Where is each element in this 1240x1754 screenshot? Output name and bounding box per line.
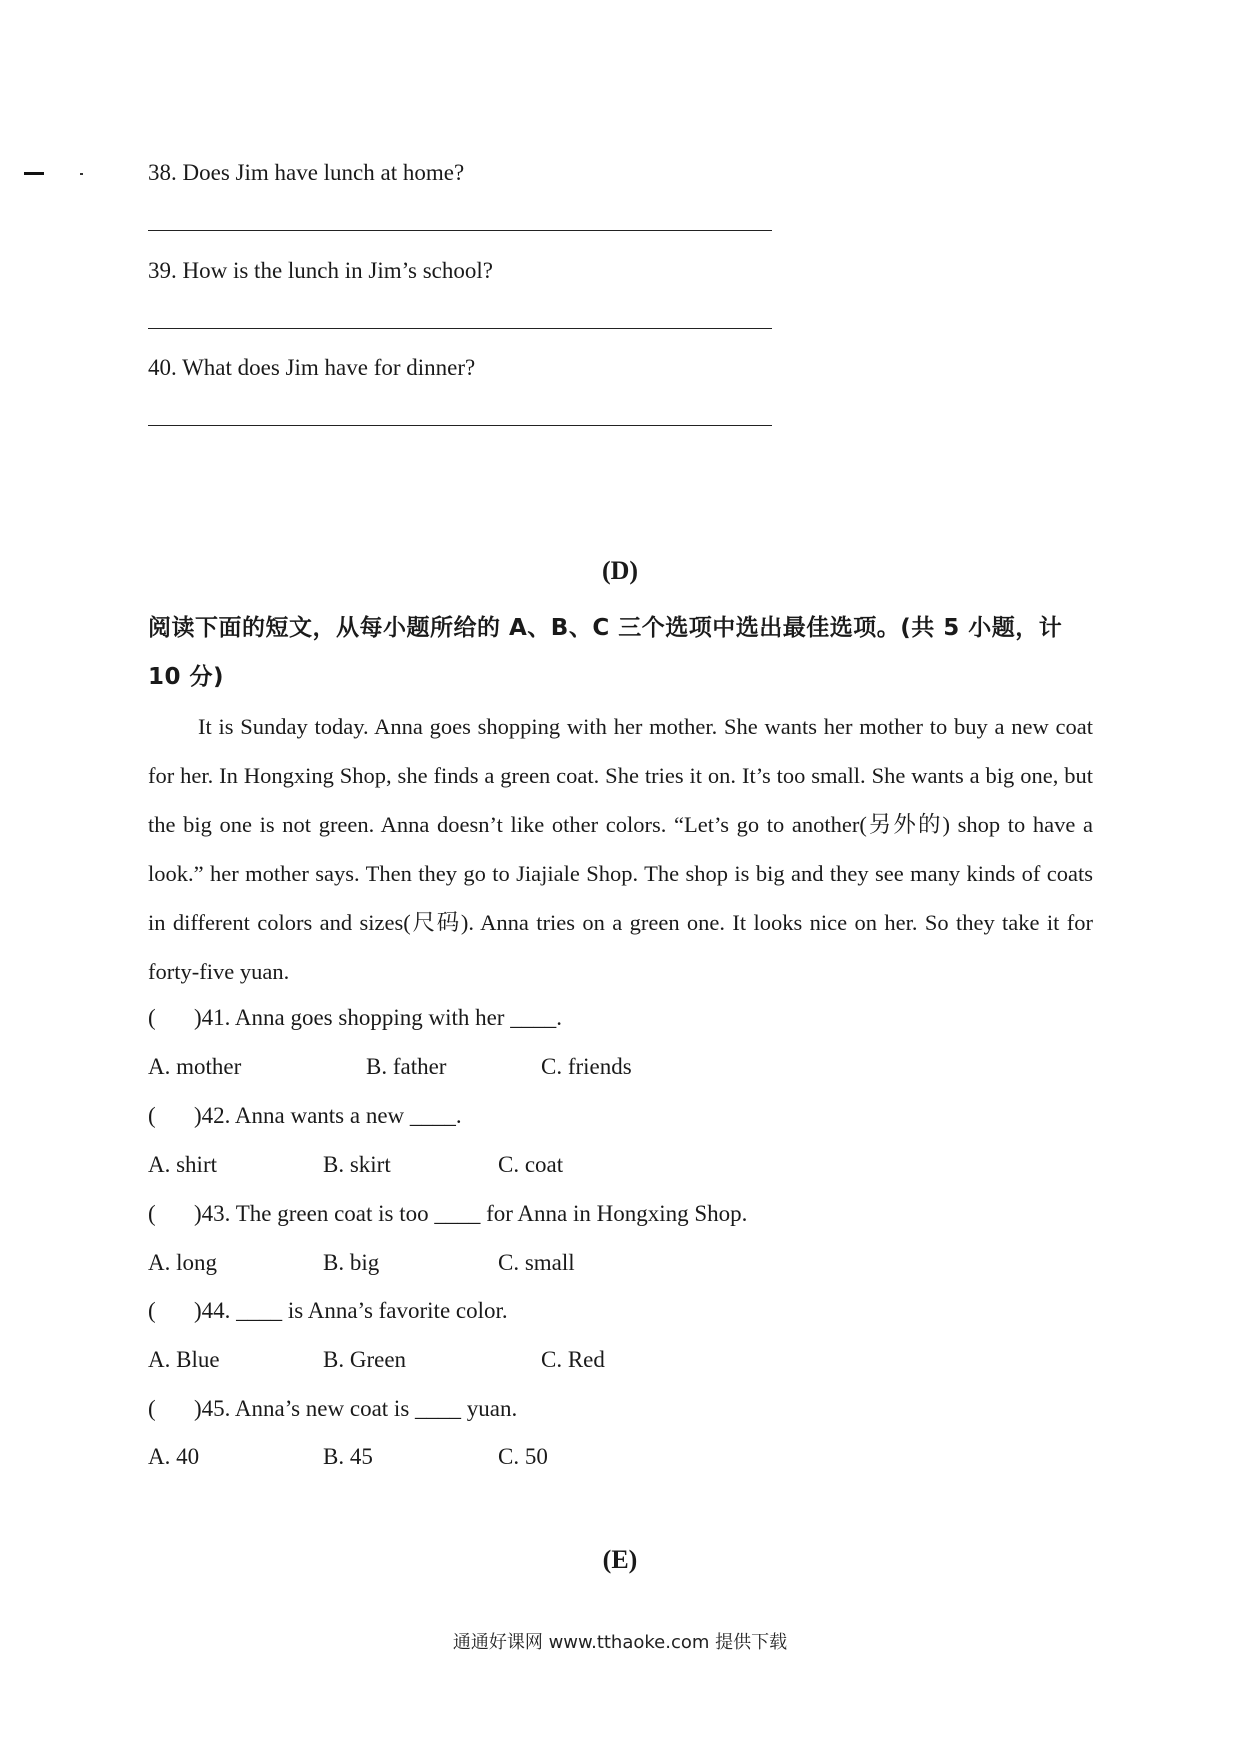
answer-bracket[interactable]: (: [148, 1396, 156, 1421]
option-41-c[interactable]: C. friends: [541, 1054, 632, 1079]
question-42: [148, 1101, 462, 1131]
question-41: [148, 1003, 562, 1033]
question-stem: )41. Anna goes shopping with her ____.: [194, 1005, 562, 1030]
option-43-b[interactable]: B. big: [323, 1250, 380, 1275]
answer-line-38[interactable]: [148, 230, 772, 231]
option-41-b[interactable]: B. father: [366, 1054, 447, 1079]
margin-dot-mark: [80, 173, 83, 175]
section-e-title: (E): [602, 1545, 638, 1574]
question-stem: )45. Anna’s new coat is ____ yuan.: [194, 1396, 518, 1421]
option-43-c[interactable]: C. small: [498, 1250, 575, 1275]
option-45-b[interactable]: B. 45: [323, 1444, 373, 1469]
question-44: [148, 1296, 508, 1326]
question-stem: )43. The green coat is too ____ for Anna in Hongxing Shop.: [194, 1201, 748, 1226]
option-45-c[interactable]: C. 50: [498, 1444, 548, 1469]
question-stem: )44. ____ is Anna’s favorite color.: [194, 1298, 508, 1323]
answer-line-39[interactable]: [148, 328, 772, 329]
question-38: 38. Does Jim have lunch at home?: [148, 160, 465, 185]
section-d-title: (D): [601, 556, 639, 585]
section-d-instruction: 阅读下面的短文，从每小题所给的 A、B、C 三个选项中选出最佳选项。(共 5 小题，计 10 分): [148, 615, 1063, 690]
question-43: [148, 1199, 747, 1229]
option-42-a[interactable]: A. shirt: [148, 1152, 217, 1177]
question-stem: )42. Anna wants a new ____.: [194, 1103, 462, 1128]
option-44-b[interactable]: B. Green: [323, 1347, 407, 1372]
option-42-b[interactable]: B. skirt: [323, 1152, 391, 1177]
question-40: 40. What does Jim have for dinner?: [148, 355, 476, 380]
answer-line-40[interactable]: [148, 425, 772, 426]
reading-passage: It is Sunday today. Anna goes shopping with her mother. She wants her mother to buy a new coat for her. In Hongxing Shop, she finds a green coat. She tries it on. It’s too small. She wants a big one, but the big one is not green. Anna doesn’t like other colors. “Let’s go to another(另外的) shop to have a look.” her mother says. Then they go to Jiajiale Shop. The shop is big and they see many kinds of coats in different colors and sizes(尺码). Anna tries on a green one. It looks nice on her. So they take it for forty-five yuan.: [148, 714, 1093, 984]
margin-dash-mark: [24, 172, 44, 175]
option-44-a[interactable]: A. Blue: [148, 1347, 220, 1372]
question-45: [148, 1394, 517, 1424]
answer-bracket[interactable]: (: [148, 1005, 156, 1030]
answer-bracket[interactable]: (: [148, 1201, 156, 1226]
option-45-a[interactable]: A. 40: [148, 1444, 200, 1469]
option-44-c[interactable]: C. Red: [541, 1347, 605, 1372]
option-43-a[interactable]: A. long: [148, 1250, 217, 1275]
answer-bracket[interactable]: (: [148, 1103, 156, 1128]
option-41-a[interactable]: A. mother: [148, 1054, 242, 1079]
option-42-c[interactable]: C. coat: [498, 1152, 564, 1177]
answer-bracket[interactable]: (: [148, 1298, 156, 1323]
footer-source-note: 通通好课网 www.tthaoke.com 提供下载: [452, 1632, 788, 1653]
question-39: 39. How is the lunch in Jim’s school?: [148, 258, 493, 283]
